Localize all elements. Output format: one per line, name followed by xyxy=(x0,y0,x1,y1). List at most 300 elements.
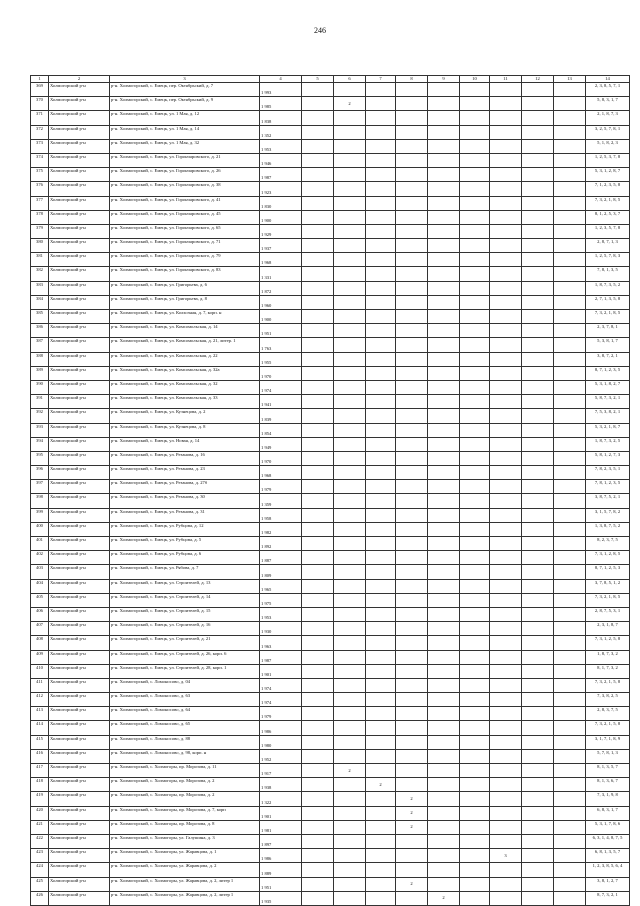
col11-cell xyxy=(490,622,522,636)
year-value: 1 986 xyxy=(261,856,272,862)
codes-cell: 7, 3, 2, 1, 5, 8 xyxy=(586,721,630,735)
col7-cell xyxy=(366,749,396,763)
col7-cell xyxy=(366,97,396,111)
registry-table xyxy=(30,75,630,906)
district-cell: Холмогорский р-н xyxy=(49,565,110,579)
empty-cell xyxy=(554,83,586,97)
col8-cell xyxy=(396,83,428,97)
address-cell: р-н. Холмогорский, с. Емецк, ул. Комсомольская, д. 32 xyxy=(110,380,260,394)
address-cell: р-н. Холмогорский, с. Холмогоры, пр. Морозова, д. 8 xyxy=(110,820,260,834)
codes-cell: 7, 3, 2, 1, 8, 5 xyxy=(586,593,630,607)
district-cell: Холмогорский р-н xyxy=(49,792,110,806)
col8-cell xyxy=(396,125,428,139)
codes-cell: 8, 1, 7, 3, 2 xyxy=(586,664,630,678)
row-number: 402 xyxy=(31,551,49,565)
row-number: 410 xyxy=(31,664,49,678)
col11-cell xyxy=(490,125,522,139)
empty-cell xyxy=(522,622,554,636)
row-number: 423 xyxy=(31,849,49,863)
col6-cell xyxy=(334,693,366,707)
year-cell xyxy=(260,168,302,182)
row-number: 421 xyxy=(31,820,49,834)
column-header: 4 xyxy=(260,76,302,83)
col6-cell xyxy=(334,820,366,834)
col7-cell xyxy=(366,650,396,664)
empty-cell xyxy=(460,310,490,324)
col11-cell xyxy=(490,153,522,167)
empty-cell xyxy=(554,522,586,536)
address-cell: р-н. Холмогорский, с. Емецк, ул. Горончаровского, д. 79 xyxy=(110,253,260,267)
empty-cell xyxy=(554,678,586,692)
district-cell: Холмогорский р-н xyxy=(49,125,110,139)
empty-cell xyxy=(554,707,586,721)
codes-cell: 8, 7, 3, 2, 1 xyxy=(586,891,630,905)
row-number: 401 xyxy=(31,537,49,551)
empty-cell xyxy=(302,877,334,891)
year-cell xyxy=(260,366,302,380)
col6-cell xyxy=(334,735,366,749)
row-number: 407 xyxy=(31,622,49,636)
col6-cell xyxy=(334,863,366,877)
codes-cell: 7, 1, 2, 3, 5, 8 xyxy=(586,182,630,196)
district-cell: Холмогорский р-н xyxy=(49,224,110,238)
empty-cell xyxy=(460,480,490,494)
table-row xyxy=(31,310,630,324)
district-cell: Холмогорский р-н xyxy=(49,650,110,664)
codes-cell: 2, 3, 7, 8, 1 xyxy=(586,324,630,338)
col7-cell xyxy=(366,281,396,295)
empty-cell xyxy=(554,820,586,834)
year-cell xyxy=(260,239,302,253)
col7-cell xyxy=(366,253,396,267)
col9-cell xyxy=(428,366,460,380)
district-cell: Холмогорский р-н xyxy=(49,423,110,437)
year-value: 1 951 xyxy=(261,331,272,337)
codes-cell: 7, 3, 2, 1, 5, 8 xyxy=(586,678,630,692)
table-row xyxy=(31,338,630,352)
empty-cell xyxy=(460,565,490,579)
empty-cell xyxy=(302,707,334,721)
empty-cell xyxy=(460,139,490,153)
col6-cell xyxy=(334,139,366,153)
year-cell xyxy=(260,849,302,863)
col8-cell xyxy=(396,749,428,763)
col11-cell xyxy=(490,863,522,877)
empty-cell xyxy=(554,267,586,281)
row-number: 413 xyxy=(31,707,49,721)
col8-cell xyxy=(396,338,428,352)
year-value: 1 889 xyxy=(261,870,272,876)
year-cell xyxy=(260,494,302,508)
col7-cell xyxy=(366,239,396,253)
empty-cell xyxy=(554,253,586,267)
row-number: 372 xyxy=(31,125,49,139)
col9-cell xyxy=(428,267,460,281)
year-cell xyxy=(260,735,302,749)
col6-cell xyxy=(334,423,366,437)
row-number: 374 xyxy=(31,153,49,167)
col9-cell xyxy=(428,196,460,210)
table-row xyxy=(31,366,630,380)
district-cell: Холмогорский р-н xyxy=(49,196,110,210)
year-value: 1 872 xyxy=(261,288,272,294)
empty-cell xyxy=(554,324,586,338)
col9-cell xyxy=(428,451,460,465)
table-row xyxy=(31,480,630,494)
empty-cell xyxy=(522,352,554,366)
empty-cell xyxy=(302,139,334,153)
table-row xyxy=(31,551,630,565)
empty-cell xyxy=(554,182,586,196)
codes-cell: 2, 8, 3, 7, 5 xyxy=(586,707,630,721)
col7-cell xyxy=(366,834,396,848)
empty-cell xyxy=(554,224,586,238)
table-row xyxy=(31,834,630,848)
year-value: 1 974 xyxy=(261,686,272,692)
empty-cell xyxy=(460,877,490,891)
table-row xyxy=(31,565,630,579)
address-cell: р-н. Холмогорский, с. Емецк, ул. Комсомольская, д. 33 xyxy=(110,395,260,409)
col6-cell xyxy=(334,451,366,465)
col9-cell xyxy=(428,650,460,664)
empty-cell xyxy=(522,593,554,607)
col9-cell xyxy=(428,664,460,678)
empty-cell xyxy=(522,764,554,778)
row-number: 397 xyxy=(31,480,49,494)
empty-cell xyxy=(522,423,554,437)
col6-cell xyxy=(334,83,366,97)
codes-cell: 3, 7, 8, 5, 1, 2 xyxy=(586,579,630,593)
table-row xyxy=(31,721,630,735)
table-row xyxy=(31,451,630,465)
empty-cell xyxy=(554,607,586,621)
col8-cell xyxy=(396,97,428,111)
col9-cell xyxy=(428,494,460,508)
col7-cell xyxy=(366,210,396,224)
empty-cell xyxy=(522,139,554,153)
year-value: 1 935 xyxy=(261,898,272,904)
empty-cell xyxy=(522,224,554,238)
col11-cell xyxy=(490,295,522,309)
empty-cell xyxy=(554,451,586,465)
empty-cell xyxy=(460,579,490,593)
year-cell xyxy=(260,267,302,281)
row-number: 415 xyxy=(31,735,49,749)
year-value: 1 900 xyxy=(261,317,272,323)
col9-cell xyxy=(428,395,460,409)
district-cell: Холмогорский р-н xyxy=(49,267,110,281)
col8-cell xyxy=(396,607,428,621)
codes-cell: 5, 8, 7, 3, 2, 1 xyxy=(586,395,630,409)
empty-cell xyxy=(460,423,490,437)
district-cell: Холмогорский р-н xyxy=(49,764,110,778)
empty-cell xyxy=(522,395,554,409)
col6-cell xyxy=(334,522,366,536)
empty-cell xyxy=(522,338,554,352)
col8-cell xyxy=(396,565,428,579)
col7-cell xyxy=(366,693,396,707)
table-row xyxy=(31,196,630,210)
col8-cell xyxy=(396,224,428,238)
address-cell: р-н. Холмогорский, с. Емецк, ул. Строителей, д. 13 xyxy=(110,579,260,593)
col9-cell xyxy=(428,338,460,352)
col8-cell xyxy=(396,295,428,309)
empty-cell xyxy=(554,111,586,125)
row-number: 388 xyxy=(31,352,49,366)
empty-cell xyxy=(554,579,586,593)
col7-cell xyxy=(366,494,396,508)
col6-cell xyxy=(334,239,366,253)
empty-cell xyxy=(460,494,490,508)
col8-cell xyxy=(396,196,428,210)
codes-cell: 8, 1, 2, 5, 3, 7 xyxy=(586,210,630,224)
col8-cell xyxy=(396,366,428,380)
address-cell: р-н. Холмогорский, с. Емецк, ул. Комсомольская, д. 21, литер. 1 xyxy=(110,338,260,352)
col11-cell xyxy=(490,366,522,380)
empty-cell xyxy=(460,749,490,763)
empty-cell xyxy=(554,295,586,309)
col9-cell xyxy=(428,253,460,267)
year-cell xyxy=(260,664,302,678)
empty-cell xyxy=(302,636,334,650)
empty-cell xyxy=(554,792,586,806)
row-number: 370 xyxy=(31,97,49,111)
year-cell xyxy=(260,380,302,394)
codes-cell: 7, 3, 2, 1, 8, 5 xyxy=(586,310,630,324)
empty-cell xyxy=(554,650,586,664)
year-cell xyxy=(260,834,302,848)
address-cell: р-н. Холмогорский, с. Емецк, ул. Строителей, д. 15 xyxy=(110,607,260,621)
col6-cell xyxy=(334,224,366,238)
empty-cell xyxy=(522,735,554,749)
col7-cell xyxy=(366,310,396,324)
empty-cell xyxy=(554,466,586,480)
year-cell xyxy=(260,111,302,125)
row-number: 416 xyxy=(31,749,49,763)
col9-cell xyxy=(428,849,460,863)
row-number: 424 xyxy=(31,863,49,877)
col8-cell xyxy=(396,834,428,848)
table-row xyxy=(31,636,630,650)
col11-cell xyxy=(490,806,522,820)
empty-cell xyxy=(460,891,490,905)
col11-cell xyxy=(490,607,522,621)
year-value: 1 981 xyxy=(261,827,272,833)
col11-cell xyxy=(490,139,522,153)
table-row xyxy=(31,664,630,678)
district-cell: Холмогорский р-н xyxy=(49,182,110,196)
col8-cell xyxy=(396,494,428,508)
codes-cell: 2, 8, 7, 1, 3 xyxy=(586,239,630,253)
col7-cell xyxy=(366,224,396,238)
empty-cell xyxy=(522,239,554,253)
empty-cell xyxy=(522,182,554,196)
col8-cell: 2 xyxy=(396,792,428,806)
address-cell: р-н. Холмогорский, с. Емецк, ул. Рубцова, д. 12 xyxy=(110,522,260,536)
col11-cell xyxy=(490,551,522,565)
col7-cell xyxy=(366,480,396,494)
empty-cell xyxy=(554,97,586,111)
year-cell xyxy=(260,310,302,324)
col7-cell xyxy=(366,891,396,905)
table-row xyxy=(31,650,630,664)
col11-cell xyxy=(490,338,522,352)
table-header-row xyxy=(31,76,630,83)
table-row xyxy=(31,707,630,721)
table-row xyxy=(31,508,630,522)
empty-cell xyxy=(522,565,554,579)
col8-cell xyxy=(396,182,428,196)
year-value: 1 953 xyxy=(261,146,272,152)
year-value: 1 937 xyxy=(261,246,272,252)
row-number: 425 xyxy=(31,877,49,891)
empty-cell xyxy=(302,239,334,253)
row-number: 386 xyxy=(31,324,49,338)
district-cell: Холмогорский р-н xyxy=(49,338,110,352)
year-cell xyxy=(260,877,302,891)
col8-cell xyxy=(396,508,428,522)
empty-cell xyxy=(302,820,334,834)
year-value: 1 839 xyxy=(261,416,272,422)
col6-cell xyxy=(334,380,366,394)
year-value: 1 958 xyxy=(261,515,272,521)
row-number: 369 xyxy=(31,83,49,97)
column-header: 12 xyxy=(522,76,554,83)
address-cell: р-н. Холмогорский, с. Емецк, пер. Октябрьский, д. 9 xyxy=(110,97,260,111)
table-row xyxy=(31,792,630,806)
district-cell: Холмогорский р-н xyxy=(49,522,110,536)
empty-cell xyxy=(302,437,334,451)
column-header: 1 xyxy=(31,76,49,83)
address-cell: р-н. Холмогорский, с. Емецк, ул. Рубцова, д. 5 xyxy=(110,537,260,551)
year-cell xyxy=(260,607,302,621)
empty-cell xyxy=(460,395,490,409)
col9-cell xyxy=(428,863,460,877)
year-value: 1 993 xyxy=(261,90,272,96)
codes-cell: 6, 3, 1, 4, 8, 7, 5 xyxy=(586,834,630,848)
empty-cell xyxy=(302,792,334,806)
col7-cell xyxy=(366,636,396,650)
codes-cell: 8, 2, 3, 7, 5 xyxy=(586,537,630,551)
codes-cell: 1, 8, 7, 3, 5, 2 xyxy=(586,281,630,295)
col11-cell xyxy=(490,224,522,238)
row-number: 414 xyxy=(31,721,49,735)
col6-cell xyxy=(334,111,366,125)
col11-cell xyxy=(490,324,522,338)
year-value: 1 941 xyxy=(261,402,272,408)
codes-cell: 5, 3, 1, 8, 2, 7 xyxy=(586,380,630,394)
codes-cell: 7, 3, 1, 2, 5, 8 xyxy=(586,636,630,650)
col11-cell xyxy=(490,97,522,111)
col6-cell xyxy=(334,565,366,579)
col9-cell xyxy=(428,778,460,792)
col11-cell xyxy=(490,239,522,253)
district-cell: Холмогорский р-н xyxy=(49,324,110,338)
table-row xyxy=(31,735,630,749)
empty-cell xyxy=(460,125,490,139)
year-value: 1 900 xyxy=(261,217,272,223)
empty-cell xyxy=(302,125,334,139)
row-number: 378 xyxy=(31,210,49,224)
col11-cell xyxy=(490,196,522,210)
address-cell: р-н. Холмогорский, с. Ломоносово, д. 04 xyxy=(110,678,260,692)
col8-cell xyxy=(396,537,428,551)
col6-cell xyxy=(334,281,366,295)
table-row xyxy=(31,210,630,224)
table-row xyxy=(31,395,630,409)
empty-cell xyxy=(302,182,334,196)
empty-cell xyxy=(460,593,490,607)
empty-cell xyxy=(522,778,554,792)
district-cell: Холмогорский р-н xyxy=(49,83,110,97)
col9-cell xyxy=(428,735,460,749)
empty-cell xyxy=(522,551,554,565)
codes-cell: 6, 8, 1, 3, 5, 7 xyxy=(586,849,630,863)
address-cell: р-н. Холмогорский, с. Емецк, ул. Строителей, д. 28, корп. 1 xyxy=(110,664,260,678)
col6-cell xyxy=(334,168,366,182)
row-number: 396 xyxy=(31,466,49,480)
empty-cell xyxy=(554,139,586,153)
empty-cell xyxy=(554,352,586,366)
year-cell xyxy=(260,352,302,366)
year-cell xyxy=(260,579,302,593)
col6-cell xyxy=(334,409,366,423)
col9-cell xyxy=(428,239,460,253)
row-number: 409 xyxy=(31,650,49,664)
col9-cell xyxy=(428,281,460,295)
table-row xyxy=(31,281,630,295)
col8-cell xyxy=(396,281,428,295)
year-value: 1 830 xyxy=(261,203,272,209)
year-value: 1 953 xyxy=(261,615,272,621)
district-cell: Холмогорский р-н xyxy=(49,366,110,380)
district-cell: Холмогорский р-н xyxy=(49,607,110,621)
empty-cell xyxy=(302,451,334,465)
empty-cell xyxy=(460,622,490,636)
column-header: 5 xyxy=(302,76,334,83)
empty-cell xyxy=(522,494,554,508)
empty-cell xyxy=(460,338,490,352)
col7-cell xyxy=(366,522,396,536)
col6-cell xyxy=(334,877,366,891)
year-value: 1 887 xyxy=(261,558,272,564)
codes-cell: 6, 8, 3, 1, 7 xyxy=(586,806,630,820)
col9-cell xyxy=(428,579,460,593)
col8-cell: 2 xyxy=(396,820,428,834)
empty-cell xyxy=(522,607,554,621)
row-number: 385 xyxy=(31,310,49,324)
col11-cell xyxy=(490,678,522,692)
row-number: 411 xyxy=(31,678,49,692)
col11-cell xyxy=(490,451,522,465)
empty-cell xyxy=(522,834,554,848)
empty-cell xyxy=(460,451,490,465)
year-value: 1 968 xyxy=(261,473,272,479)
col9-cell xyxy=(428,409,460,423)
empty-cell xyxy=(554,423,586,437)
codes-cell: 2, 3, 1, 8, 7 xyxy=(586,622,630,636)
col6-cell xyxy=(334,664,366,678)
table-row xyxy=(31,749,630,763)
column-header: 14 xyxy=(586,76,630,83)
col6-cell xyxy=(334,196,366,210)
year-cell xyxy=(260,891,302,905)
address-cell: р-н. Холмогорский, с. Емецк, ул. Строителей, д. 26, корп. 6 xyxy=(110,650,260,664)
col7-cell xyxy=(366,111,396,125)
col8-cell xyxy=(396,593,428,607)
row-number: 392 xyxy=(31,409,49,423)
col11-cell xyxy=(490,395,522,409)
